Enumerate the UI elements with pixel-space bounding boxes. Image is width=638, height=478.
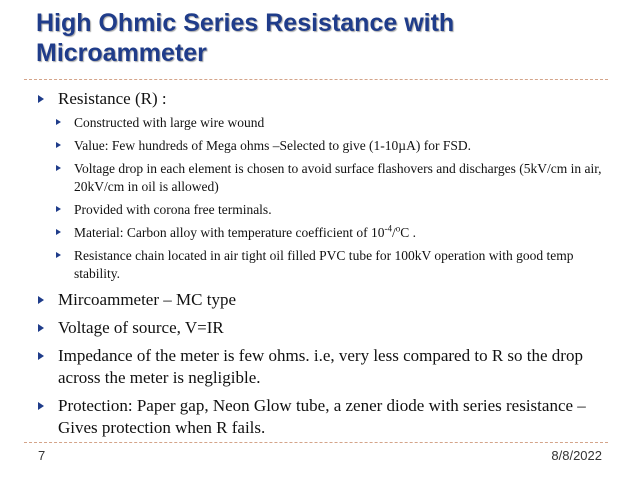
sub-bullet-text-part: C . — [400, 225, 417, 240]
sub-bullet-arrow-icon — [56, 142, 61, 148]
top-divider — [24, 79, 608, 80]
sub-bullet-material — [56, 224, 606, 242]
title-line-1: High Ohmic Series Resistance with — [36, 9, 455, 37]
sub-bullet-text: Provided with corona free terminals. — [74, 202, 272, 217]
sub-bullet-arrow-icon — [56, 229, 61, 235]
bullet-arrow-icon — [38, 95, 44, 103]
slide-date: 8/8/2022 — [551, 448, 602, 463]
sub-bullet-text: Constructed with large wire wound — [74, 115, 265, 130]
sub-bullet-voltage-drop — [56, 160, 606, 196]
bullet-protection — [38, 395, 606, 439]
sub-bullet-text-part: / — [392, 225, 396, 240]
bullet-source-voltage — [38, 317, 606, 339]
bullet-text: Mircoammeter – MC type — [58, 290, 236, 309]
sub-bullet-text: Voltage drop in each element is chosen to avoid surface flashovers and discharges (5kV/cm in air, 20kV/cm in oil is allowed) — [74, 161, 602, 194]
sub-bullet-corona — [56, 201, 606, 219]
bullet-arrow-icon — [38, 352, 44, 360]
sub-bullet-arrow-icon — [56, 165, 61, 171]
sub-bullet-arrow-icon — [56, 119, 61, 125]
bullet-text: Protection: Paper gap, Neon Glow tube, a zener diode with series resistance – Gives protection when R fails. — [58, 396, 586, 437]
bullet-resistance — [38, 88, 606, 110]
sub-bullet-resistance-chain — [56, 247, 606, 283]
bullet-text: Resistance (R) : — [58, 89, 167, 108]
bullet-arrow-icon — [38, 324, 44, 332]
slide-number: 7 — [38, 448, 46, 463]
exponent-superscript: -4 — [384, 223, 393, 234]
degree-superscript: o — [395, 223, 401, 234]
sub-bullet-text: Resistance chain located in air tight oil filled PVC tube for 100kV operation with good temp stability. — [74, 248, 574, 281]
bullet-impedance — [38, 345, 606, 389]
sub-bullet-text-part: Material: Carbon alloy with temperature coefficient of 10 — [74, 225, 385, 240]
bullet-text: Voltage of source, V=IR — [58, 318, 224, 337]
bullet-arrow-icon — [38, 402, 44, 410]
sub-bullet-text: Value: Few hundreds of Mega ohms –Selected to give (1-10µA) for FSD. — [74, 138, 471, 153]
sub-bullet-construction — [56, 114, 606, 132]
sub-bullet-value — [56, 137, 606, 155]
bullet-arrow-icon — [38, 296, 44, 304]
sub-bullet-arrow-icon — [56, 252, 61, 258]
bullet-list — [38, 88, 606, 439]
bullet-text: Impedance of the meter is few ohms. i.e, very less compared to R so the drop across the meter is negligible. — [58, 346, 583, 387]
sub-bullet-arrow-icon — [56, 206, 61, 212]
title-line-2: Microammeter — [36, 39, 207, 67]
bottom-divider — [24, 442, 608, 443]
slide-title — [36, 8, 596, 68]
bullet-microammeter — [38, 289, 606, 311]
